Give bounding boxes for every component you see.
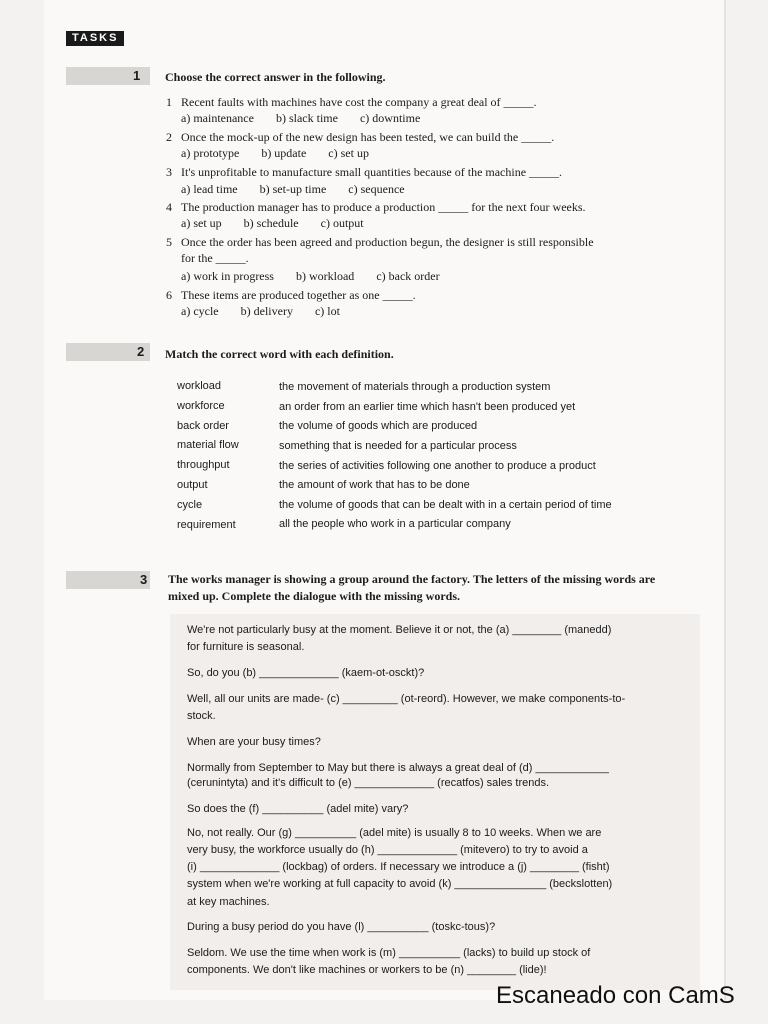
match-word: material flow — [177, 439, 239, 451]
dialogue-line: system when we're working at full capacity to avoid (k) _______________ (beckslotten) — [187, 878, 613, 890]
option-c: c) output — [320, 216, 364, 230]
dialogue-line: During a busy period do you have (l) __________ (toskc-tous)? — [187, 921, 496, 933]
dialogue-line: Seldom. We use the time when work is (m) __________ (lacks) to build up stock of — [187, 947, 591, 959]
question-4-options — [181, 216, 386, 231]
dialogue-line: at key machines. — [187, 896, 270, 908]
question-number: 1 — [166, 95, 172, 109]
question-text: These items are produced together as one _____. — [181, 288, 416, 302]
match-definition: the series of activities following one another to produce a product — [279, 460, 596, 472]
dialogue-line: for furniture is seasonal. — [187, 641, 305, 653]
question-3 — [166, 165, 562, 180]
question-6-options — [181, 304, 362, 319]
tasks-label: TASKS — [66, 31, 124, 46]
match-definition: the movement of materials through a production system — [279, 381, 551, 393]
option-a: a) cycle — [181, 304, 219, 318]
section-3-instruction-line-1: The works manager is showing a group around the factory. The letters of the missing words are — [168, 572, 656, 586]
question-2 — [166, 130, 554, 145]
question-text: Once the order has been agreed and production begun, the designer is still responsible — [181, 235, 594, 249]
question-text: The production manager has to produce a production _____ for the next four weeks. — [181, 200, 586, 214]
match-word: back order — [177, 420, 229, 432]
section-3-number: 3 — [140, 572, 148, 587]
option-b: b) delivery — [240, 304, 293, 318]
question-5-continuation: for the _____. — [181, 251, 249, 265]
question-number: 6 — [166, 288, 172, 302]
section-2-number: 2 — [137, 344, 145, 359]
dialogue-line: So does the (f) __________ (adel mite) vary? — [187, 803, 409, 815]
option-a: a) lead time — [181, 182, 238, 196]
scanner-watermark: Escaneado con CamS — [496, 982, 735, 1009]
dialogue-line: Normally from September to May but there is always a great deal of (d) ____________ — [187, 762, 609, 774]
match-definition: the volume of goods that can be dealt with in a certain period of time — [279, 499, 612, 511]
match-definition: the amount of work that has to be done — [279, 479, 470, 491]
match-word: workforce — [177, 400, 225, 412]
option-c: c) sequence — [348, 182, 405, 196]
question-number: 5 — [166, 235, 172, 249]
option-c: c) downtime — [359, 111, 421, 125]
dialogue-line: Well, all our units are made- (c) _________ (ot-reord). However, we make components-to- — [187, 693, 626, 705]
dialogue-line: components. We don't like machines or workers to be (n) ________ (lide)! — [187, 964, 547, 976]
section-3-bar — [66, 571, 150, 589]
match-word: workload — [177, 380, 222, 392]
match-definition: all the people who work in a particular company — [279, 518, 511, 530]
dialogue-line: stock. — [187, 710, 216, 722]
question-5 — [166, 235, 594, 250]
match-word: output — [177, 479, 208, 491]
option-b: b) set-up time — [259, 182, 327, 196]
section-1-number: 1 — [133, 68, 141, 83]
match-word: requirement — [177, 519, 236, 531]
question-text: It's unprofitable to manufacture small quantities because of the machine _____. — [181, 165, 563, 179]
match-word: cycle — [177, 499, 203, 511]
option-c: c) set up — [328, 146, 369, 160]
option-a: a) set up — [181, 216, 222, 230]
question-2-options — [181, 146, 391, 161]
question-1-options — [181, 111, 442, 126]
dialogue-line: very busy, the workforce usually do (h) _____________ (mitevero) to try to avoid a — [187, 844, 588, 856]
option-c: c) lot — [314, 304, 340, 318]
option-b: b) schedule — [243, 216, 299, 230]
question-1 — [166, 95, 537, 110]
dialogue-line: So, do you (b) _____________ (kaem-ot-osckt)? — [187, 667, 425, 679]
section-1-instruction: Choose the correct answer in the following. — [165, 70, 386, 84]
dialogue-line: (cerunintyta) and it's difficult to (e) _____________ (recatfos) sales trends. — [187, 777, 550, 789]
question-number: 4 — [166, 200, 172, 214]
option-c: c) back order — [376, 269, 440, 283]
section-3-instruction-line-2: mixed up. Complete the dialogue with the missing words. — [168, 589, 461, 603]
match-definition: something that is needed for a particular process — [279, 440, 517, 452]
option-b: b) slack time — [275, 111, 338, 125]
match-definition: the volume of goods which are produced — [279, 420, 478, 432]
dialogue-line: (i) _____________ (lockbag) of orders. If necessary we introduce a (j) ________ (fisht) — [187, 861, 610, 873]
match-word: throughput — [177, 459, 230, 471]
option-a: a) maintenance — [181, 111, 254, 125]
section-2-instruction: Match the correct word with each definition. — [165, 347, 394, 361]
dialogue-line: We're not particularly busy at the moment. Believe it or not, the (a) ________ (manedd) — [187, 624, 612, 636]
question-text: Once the mock-up of the new design has been tested, we can build the _____. — [181, 130, 555, 144]
option-b: b) update — [261, 146, 307, 160]
question-6 — [166, 288, 416, 303]
dialogue-line: When are your busy times? — [187, 736, 321, 748]
question-number: 3 — [166, 165, 172, 179]
question-text: Recent faults with machines have cost the company a great deal of _____. — [181, 95, 537, 109]
option-b: b) workload — [295, 269, 355, 283]
option-a: a) prototype — [181, 146, 240, 160]
dialogue-line: No, not really. Our (g) __________ (adel mite) is usually 8 to 10 weeks. When we are — [187, 827, 602, 839]
option-a: a) work in progress — [181, 269, 274, 283]
question-4 — [166, 200, 586, 215]
question-number: 2 — [166, 130, 172, 144]
match-definition: an order from an earlier time which hasn't been produced yet — [279, 401, 576, 413]
question-3-options — [181, 182, 427, 197]
question-5-options — [181, 269, 462, 284]
